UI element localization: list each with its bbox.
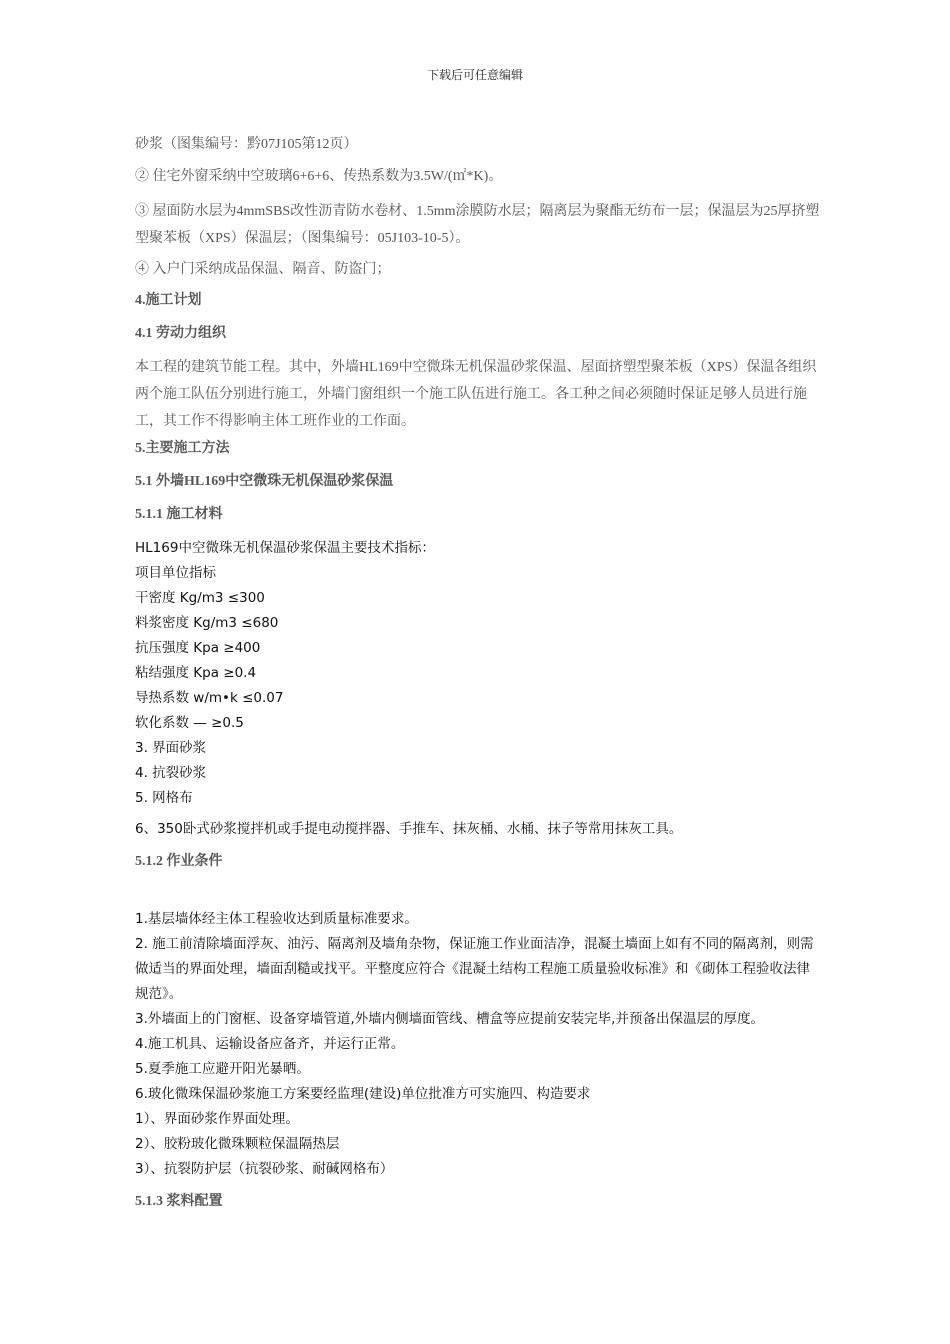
materials-item: 软化系数 — ≥0.5 [135, 715, 244, 731]
materials-item: 导热系数 w/m•k ≤0.07 [135, 690, 284, 706]
materials-item: 项目单位指标 [135, 565, 216, 581]
section-heading-5-1: 5.1 外墙HL169中空微珠无机保温砂浆保温 [135, 474, 394, 489]
section-heading-4-1: 4.1 劳动力组织 [135, 326, 226, 341]
materials-item: HL169中空微珠无机保温砂浆保温主要技术指标： [135, 540, 435, 556]
conditions-item: 6.玻化微珠保温砂浆施工方案要经监理(建设)单位批准方可实施四、构造要求 [135, 1086, 591, 1102]
section-heading-4: 4.施工计划 [135, 293, 202, 308]
section-heading-5-1-2: 5.1.2 作业条件 [135, 854, 223, 869]
materials-item: 料浆密度 Kg/m3 ≤680 [135, 615, 279, 631]
intro-line: ② 住宅外窗采纳中空玻璃6+6+6、传热系数为3.5W/(㎡*K)。 [135, 169, 503, 184]
conditions-item: 2. 施工前清除墙面浮灰、油污、隔离剂及墙角杂物，保证施工作业面洁净，混凝土墙面上如有不同的隔离剂，则需做适当的界面处理，墙面刮糙或找平。平整度应符合《混凝土结构工程施工质量验收标准》和《砌体工程验收法律规范》。 [135, 936, 814, 1002]
materials-item: 5. 网格布 [135, 790, 193, 806]
intro-line: 砂浆（图集编号：黔07J105第12页） [135, 137, 358, 152]
section-heading-5-1-3: 5.1.3 浆料配置 [135, 1194, 223, 1209]
materials-item: 粘结强度 Kpa ≥0.4 [135, 665, 257, 681]
intro-block [135, 131, 820, 283]
intro-line: ③ 屋面防水层为4mmSBS改性沥青防水卷材、1.5mm涂膜防水层；隔离层为聚酯无纺布一层；保温层为25厚挤塑型聚苯板（XPS）保温层；（图集编号：05J103-10-5）。 [135, 204, 820, 246]
section-heading-5: 5.主要施工方法 [135, 441, 230, 456]
materials-item: 4. 抗裂砂浆 [135, 765, 207, 781]
section-heading-5-1-1: 5.1.1 施工材料 [135, 507, 223, 522]
conditions-item: 3）、抗裂防护层（抗裂砂浆、耐碱网格布） [135, 1161, 394, 1177]
conditions-item: 4.施工机具、运输设备应备齐，并运行正常。 [135, 1036, 405, 1052]
materials-item: 3. 界面砂浆 [135, 740, 207, 756]
conditions-item: 2）、胶粉玻化微珠颗粒保温隔热层 [135, 1136, 340, 1152]
materials-list [135, 536, 820, 811]
materials-item: 抗压强度 Kpa ≥400 [135, 640, 261, 656]
paragraph-4-1: 本工程的建筑节能工程。其中，外墙HL169中空微珠无机保温砂浆保温、屋面挤塑型聚苯板（XPS）保温各组织两个施工队伍分别进行施工，外墙门窗组织一个施工队伍进行施工。各工种之间必须随时保证足够人员进行施工，其工作不得影响主体工班作业的工作面。 [135, 360, 817, 429]
page-header: 下载后可任意编辑 [426, 68, 523, 82]
intro-line: ④ 入户门采纳成品保温、隔音、防盗门； [135, 262, 391, 277]
conditions-item: 1）、界面砂浆作界面处理。 [135, 1111, 299, 1127]
materials-item: 干密度 Kg/m3 ≤300 [135, 590, 265, 606]
conditions-item: 1.基层墙体经主体工程验收达到质量标准要求。 [135, 911, 418, 927]
tools-line: 6、350卧式砂浆搅拌机或手提电动搅拌器、手推车、抹灰桶、水桶、抹子等常用抹灰工具。 [135, 821, 683, 837]
conditions-item: 5.夏季施工应避开阳光暴晒。 [135, 1061, 310, 1077]
conditions-list [135, 907, 820, 1182]
conditions-item: 3.外墙面上的门窗框、设备穿墙管道,外墙内侧墙面管线、槽盒等应提前安装完毕,并预备出保温层的厚度。 [135, 1011, 764, 1027]
